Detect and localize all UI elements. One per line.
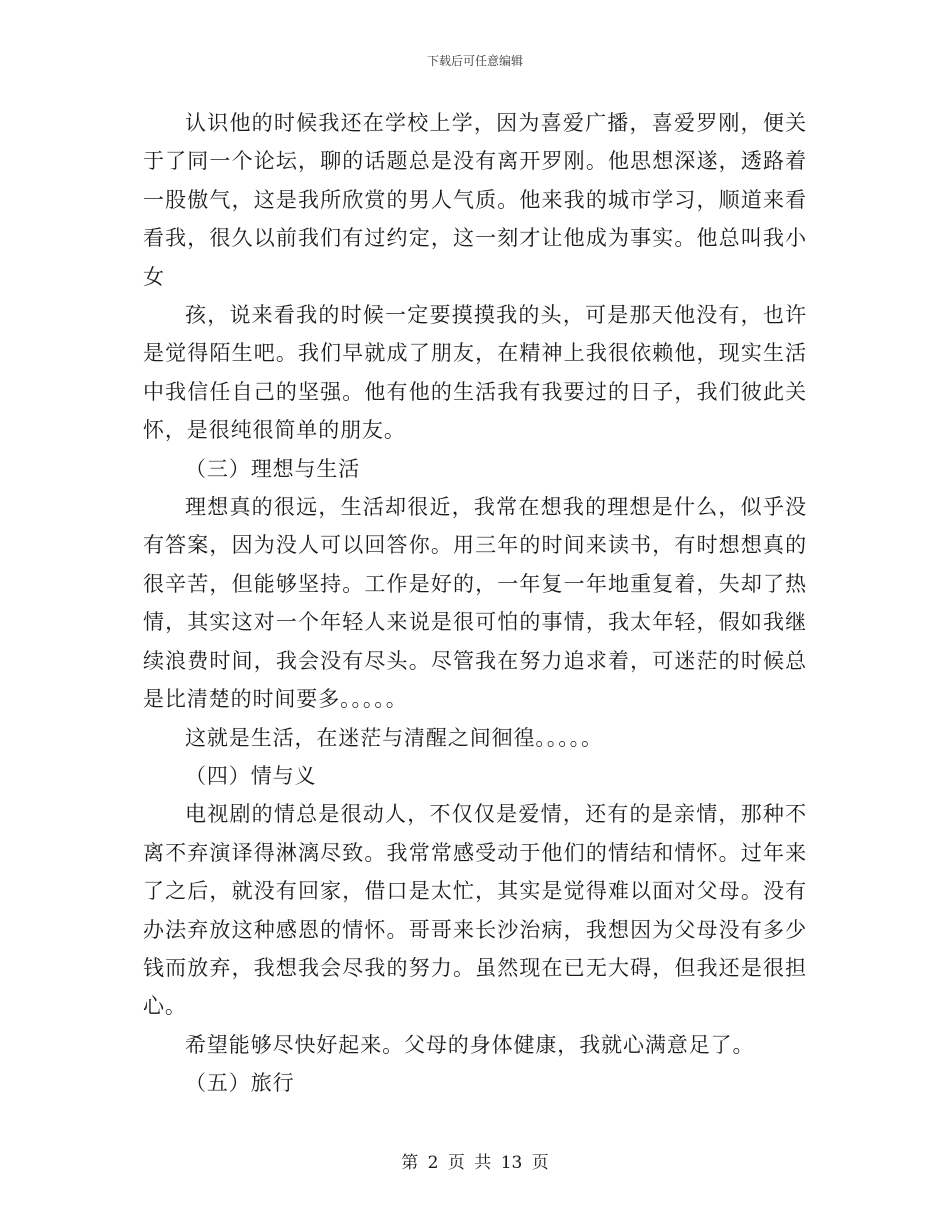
page-header: 下载后可任意编辑 <box>426 54 523 68</box>
section-heading-4: （四）情与义 <box>185 763 317 788</box>
paragraph-4: 这就是生活，在迷茫与清醒之间徊徨。。。。。 <box>185 725 603 750</box>
paragraph-2: 孩，说来看我的时候一定要摸摸我的头，可是那天他没有，也许是觉得陌生吧。我们早就成了朋友，在精神上我很依赖他，现实生活中我信任自己的坚强。他有他的生活我有我要过的日子，我们彼此关怀，是很纯很简单的朋友。 <box>143 303 807 443</box>
section-heading-5: （五）旅行 <box>185 1071 295 1096</box>
document-body <box>143 104 807 1103</box>
paragraph-3: 理想真的很远，生活却很近，我常在想我的理想是什么，似乎没有答案，因为没人可以回答你。用三年的时间来读书，有时想想真的很辛苦，但能够坚持。工作是好的，一年复一年地重复着，失却了热情，其实这对一个年轻人来说是很可怕的事情，我太年轻，假如我继续浪费时间，我会没有尽头。尽管我在努力追求着，可迷茫的时候总是比清楚的时间要多。。。。。 <box>143 495 807 712</box>
page-number-footer: 第 2 页 共 13 页 <box>401 1153 549 1173</box>
paragraph-1: 认识他的时候我还在学校上学，因为喜爱广播，喜爱罗刚，便关于了同一个论坛，聊的话题总是没有离开罗刚。他思想深遂，透路着一股傲气，这是我所欣赏的男人气质。他来我的城市学习，顺道来看看我，很久以前我们有过约定，这一刻才让他成为事实。他总叫我小女 <box>143 111 807 289</box>
section-heading-3: （三）理想与生活 <box>185 456 361 481</box>
paragraph-6: 希望能够尽快好起来。父母的身体健康，我就心满意足了。 <box>185 1032 755 1057</box>
paragraph-5: 电视剧的情总是很动人，不仅仅是爱情，还有的是亲情，那种不离不弃演译得淋漓尽致。我常常感受动于他们的情结和情怀。过年来了之后，就没有回家，借口是太忙，其实是觉得难以面对父母。没有办法弃放这种感恩的情怀。哥哥来长沙治病，我想因为父母没有多少钱而放弃，我想我会尽我的努力。虽然现在已无大碍，但我还是很担心。 <box>143 802 807 1019</box>
